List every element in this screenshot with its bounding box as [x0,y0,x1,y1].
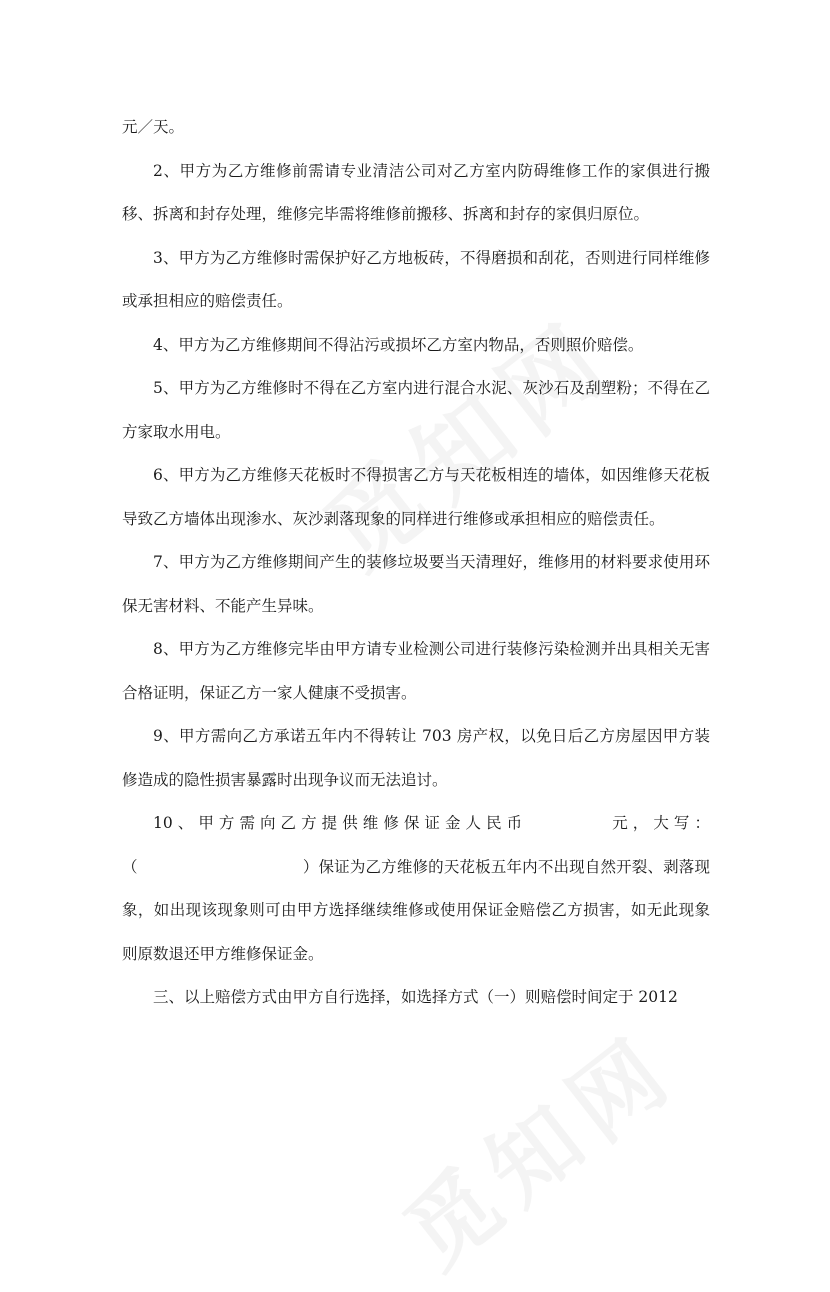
clause-10-text: 元，大写： [607,814,710,832]
clause-9: 9、甲方需向乙方承诺五年内不得转让 703 房产权，以免日后乙方房屋因甲方装修造成的隐性损害暴露时出现争议而无法追讨。 [122,727,710,789]
section-3: 三、以上赔偿方式由甲方自行选择，如选择方式（一）则赔偿时间定于 2012 [153,988,678,1006]
clause-6: 6、甲方为乙方维修天花板时不得损害乙方与天花板相连的墙体，如因维修天花板导致乙方墙体出现渗水、灰沙剥落现象的同样进行维修或承担相应的赔偿责任。 [122,466,710,528]
document-body [122,106,710,1020]
open-paren: （ [122,857,138,876]
watermark [373,998,699,1292]
clause-10-body [122,846,710,977]
paragraph-continuation: 元／天。 [122,118,185,136]
clause-8: 8、甲方为乙方维修完毕由甲方请专业检测公司进行装修污染检测并出具相关无害合格证明，保证乙方一家人健康不受损害。 [122,640,710,702]
clause-2: 2、甲方为乙方维修前需请专业清洁公司对乙方室内防碍维修工作的家俱进行搬移、拆离和封存处理，维修完毕需将维修前搬移、拆离和封存的家俱归原位。 [122,161,710,223]
clause-4: 4、甲方为乙方维修期间不得沾污或损坏乙方室内物品，否则照价赔偿。 [153,335,644,354]
clause-10-text: 10、甲方需向乙方提供维修保证金人民币 [153,814,528,832]
clause-3: 3、甲方为乙方维修时需保护好乙方地板砖，不得磨损和刮花，否则进行同样维修或承担相应的赔偿责任。 [122,248,710,310]
clause-5: 5、甲方为乙方维修时不得在乙方室内进行混合水泥、灰沙石及刮塑粉；不得在乙方家取水用电。 [122,379,710,441]
clause-10-line-1 [122,802,710,846]
clause-10-text: ）保证为乙方维修的天花板五年内不出现自然开裂、剥落现象，如出现该现象则可由甲方选择继续维修或使用保证金赔偿乙方损害，如无此现象则原数退还甲方维修保证金。 [122,857,710,963]
clause-7: 7、甲方为乙方维修期间产生的装修垃圾要当天清理好，维修用的材料要求使用环保无害材料、不能产生异味。 [122,553,710,615]
